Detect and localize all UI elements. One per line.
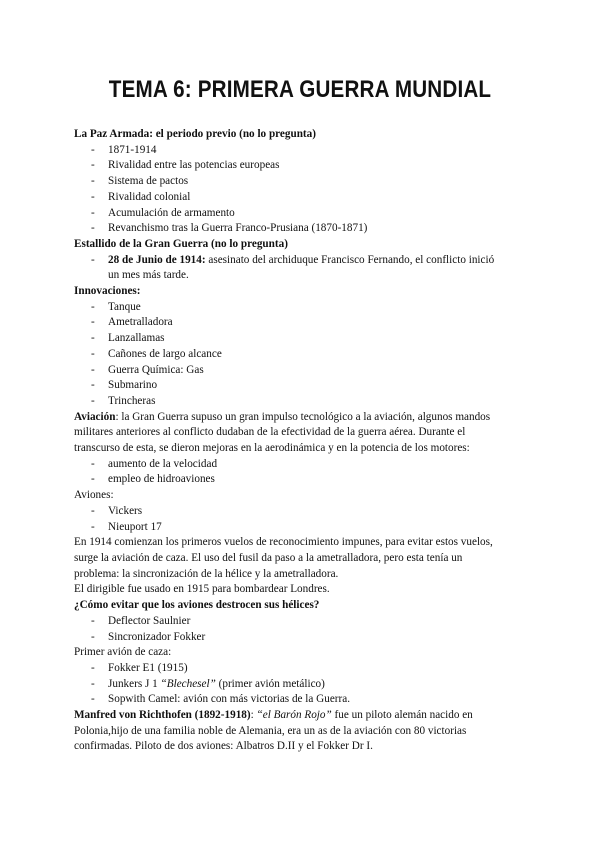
- dash-bullet: -: [91, 473, 95, 486]
- list-item: - 1871-1914: [74, 143, 534, 159]
- estallido-date: 28 de Junio de 1914:: [108, 253, 206, 266]
- document-body: [74, 127, 534, 755]
- list-item: - Sistema de pactos: [74, 174, 534, 190]
- aviacion-paragraph: Aviación: la Gran Guerra supuso un gran impulso tecnológico a la aviación, algunos mandos militares anteriores al conflicto dudaban de la efectividad de la guerra aérea. Durante el transcurso de esta, se dieron mejoras en la aerodinámica y en la potencia de los motores:: [74, 410, 491, 455]
- section-heading-estallido: Estallido de la Gran Guerra (no lo pregunta): [74, 237, 288, 250]
- dash-bullet: -: [91, 614, 95, 627]
- section-heading-helices: ¿Cómo evitar que los aviones destrocen sus hélices?: [74, 599, 320, 612]
- dash-bullet: -: [91, 143, 95, 156]
- aviacion-label: Aviación: [74, 410, 116, 423]
- dash-bullet: -: [91, 661, 95, 674]
- list-item: - Junkers J 1 “Blechesel” (primer avión metálico): [74, 677, 534, 693]
- richthofen-paragraph: Manfred von Richthofen (1892-1918): “el Barón Rojo” fue un piloto alemán nacido en Polonia,hijo de una familia noble de Alemania, era un as de la aviación con 80 victorias confirmadas. Piloto de dos aviones: Albatros D.II y el Fokker Dr I.: [74, 709, 473, 753]
- list-item: - Cañones de largo alcance: [74, 347, 534, 363]
- richthofen-name: Manfred von Richthofen (1892-1918): [74, 709, 251, 722]
- caza-label: Primer avión de caza:: [74, 646, 172, 659]
- dash-bullet: -: [91, 520, 95, 533]
- list-item: - Deflector Saulnier: [74, 614, 534, 630]
- dash-bullet: -: [91, 332, 95, 345]
- dash-bullet: -: [91, 677, 95, 690]
- estallido-list: [74, 253, 534, 284]
- caza-list: [74, 661, 534, 708]
- paz-armada-list: [74, 143, 534, 237]
- dash-bullet: -: [91, 394, 95, 407]
- richthofen-nickname: “el Barón Rojo”: [256, 709, 332, 722]
- section-heading-innovaciones: Innovaciones:: [74, 285, 141, 298]
- dash-bullet: -: [91, 206, 95, 219]
- innovaciones-list: [74, 300, 534, 410]
- list-item: - Nieuport 17: [74, 520, 534, 536]
- list-item: - empleo de hidroaviones: [74, 472, 534, 488]
- list-item: - aumento de la velocidad: [74, 457, 534, 473]
- dash-bullet: -: [91, 504, 95, 517]
- dash-bullet: -: [91, 630, 95, 643]
- helices-list: [74, 614, 534, 645]
- dash-bullet: -: [91, 222, 95, 235]
- dash-bullet: -: [91, 159, 95, 172]
- vuelos-paragraph: En 1914 comienzan los primeros vuelos de reconocimiento impunes, para evitar estos vuelos, surge la aviación de caza. El uso del fusil da paso a la ametralladora, pero esta tenía un problema: la sincronización de la hélice y la ametralladora. El dirigible fue usado en 1915 para bombardear Londres.: [74, 536, 493, 596]
- dash-bullet: -: [91, 347, 95, 360]
- list-item: - Trincheras: [74, 394, 534, 410]
- dash-bullet: -: [91, 253, 95, 266]
- dash-bullet: -: [91, 300, 95, 313]
- dash-bullet: -: [91, 190, 95, 203]
- section-heading-paz-armada: La Paz Armada: el periodo previo (no lo pregunta): [74, 128, 316, 140]
- dash-bullet: -: [91, 457, 95, 470]
- list-item: - Vickers: [74, 504, 534, 520]
- blechesel-nickname: “Blechesel”: [160, 677, 216, 690]
- dash-bullet: -: [91, 363, 95, 376]
- list-item: - 28 de Junio de 1914: asesinato del archiduque Francisco Fernando, el conflicto inició un mes más tarde.: [91, 253, 495, 282]
- list-item: - Ametralladora: [74, 315, 534, 331]
- page-title: TEMA 6: PRIMERA GUERRA MUNDIAL: [108, 76, 492, 103]
- list-item: - Guerra Química: Gas: [74, 363, 534, 379]
- list-item: - Acumulación de armamento: [74, 206, 534, 222]
- dash-bullet: -: [91, 693, 95, 706]
- list-item: - Revanchismo tras la Guerra Franco-Prusiana (1870-1871): [74, 221, 534, 237]
- list-item: - Sopwith Camel: avión con más victorias de la Guerra.: [74, 692, 534, 708]
- list-item: - Rivalidad entre las potencias europeas: [74, 158, 534, 174]
- list-item: - Fokker E1 (1915): [74, 661, 534, 677]
- list-item: - Submarino: [74, 378, 534, 394]
- list-item: - Lanzallamas: [74, 331, 534, 347]
- dash-bullet: -: [91, 175, 95, 188]
- aviacion-list: [74, 457, 534, 488]
- list-item: - Sincronizador Fokker: [74, 630, 534, 646]
- list-item: - Tanque: [74, 300, 534, 316]
- dash-bullet: -: [91, 316, 95, 329]
- dash-bullet: -: [91, 379, 95, 392]
- aviones-label: Aviones:: [74, 489, 114, 502]
- aviones-list: [74, 504, 534, 535]
- list-item: - Rivalidad colonial: [74, 190, 534, 206]
